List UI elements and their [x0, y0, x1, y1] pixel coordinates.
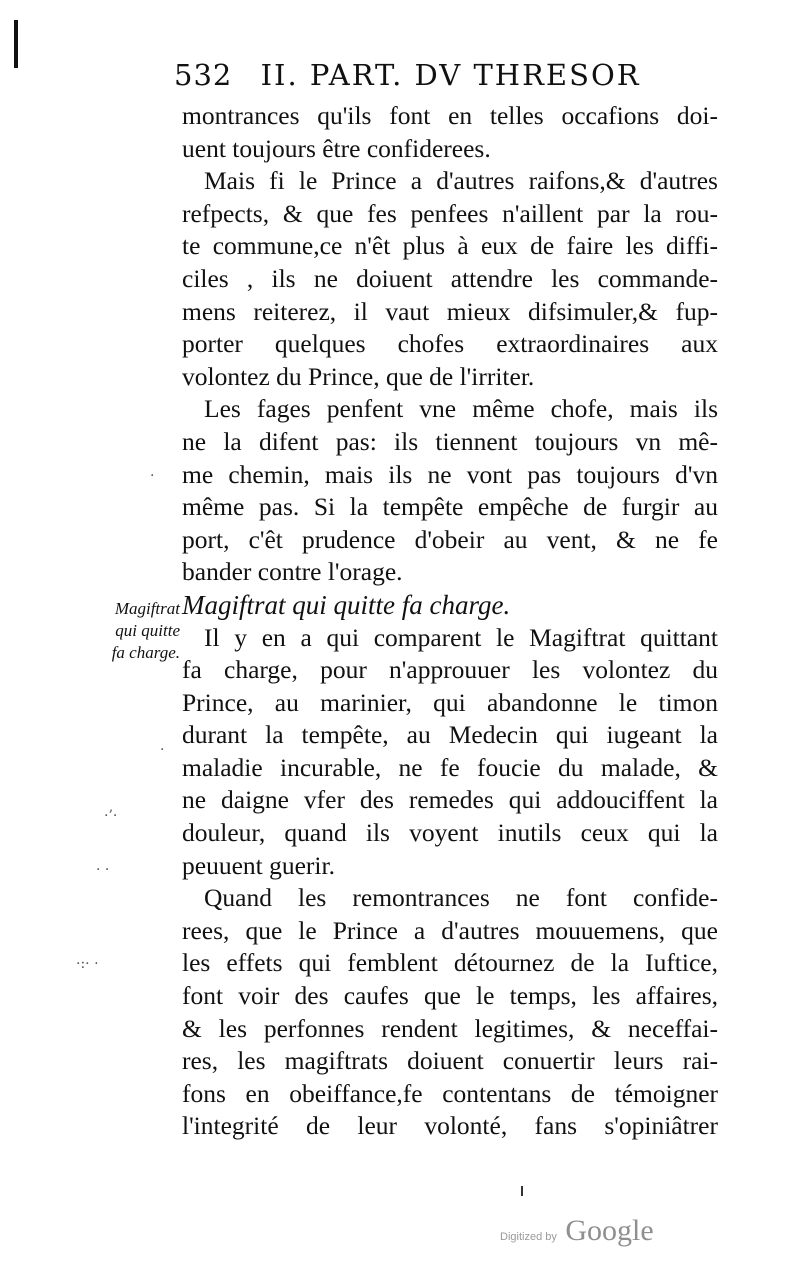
text-line: les effets qui femblent détournez de la Iuftice, — [182, 948, 718, 978]
marginal-note-line: fa charge. — [111, 643, 180, 662]
text-line: uent toujours être confiderees. — [182, 133, 491, 163]
running-title: II. PART. DV THRESOR — [260, 58, 641, 92]
text-line: peuuent guerir. — [182, 850, 335, 880]
text-line: refpects, & que fes penfees n'aillent par la rou- — [182, 198, 718, 228]
text-line: Prince, au marinier, qui abandonne le timon — [182, 687, 718, 717]
text-line: Mais fi le Prince a d'autres raifons,& d'autres — [204, 166, 718, 196]
text-line: montrances qu'ils font en telles occafions doi- — [182, 101, 718, 130]
google-logo: Google — [565, 1214, 654, 1247]
marginal-note — [84, 598, 180, 664]
text-line: ciles , ils ne doiuent attendre les commande- — [182, 263, 718, 293]
paragraph — [182, 100, 718, 165]
ink-speck — [521, 1186, 523, 1196]
paragraph — [182, 165, 718, 393]
text-line: douleur, quand ils voyent inutils ceux qui la — [182, 818, 718, 848]
text-line: ne la difent pas: ils tiennent toujours vn mê- — [182, 426, 718, 456]
digitized-label: Digitized by — [500, 1231, 557, 1243]
text-line: Il y en a qui comparent le Magiftrat quittant — [204, 622, 718, 652]
page-number: 532 — [174, 58, 233, 92]
text-line: fa charge, pour n'approuuer les volontez du — [182, 655, 718, 685]
section-heading: Magiftrat qui quitte fa charge. — [182, 589, 511, 620]
text-line: port, c'êt prudence d'obeir au vent, & ne fe — [182, 524, 718, 554]
text-line: maladie incurable, ne fe foucie du malade, & — [182, 752, 718, 782]
ink-speck: ·:· · — [76, 956, 99, 972]
text-line: l'integrité de leur volonté, fans s'opiniâtrer — [182, 1111, 718, 1141]
page-edge-mark — [14, 20, 18, 68]
text-line: me chemin, mais ils ne vont pas toujours d'vn — [182, 459, 718, 489]
text-line: font voir des caufes que le temps, les affaires, — [182, 981, 718, 1011]
text-line: ne daigne vfer des remedes qui addouciffent la — [182, 785, 718, 815]
text-line: res, les magiftrats doiuent conuertir leurs rai- — [182, 1046, 718, 1076]
ink-speck: · — [150, 468, 155, 484]
marginal-note-line: qui quitte — [115, 621, 180, 640]
ink-speck: · — [160, 742, 165, 758]
ink-speck: · · — [96, 862, 110, 878]
text-line: mens reiterez, il vaut mieux difsimuler,& fup- — [182, 296, 718, 326]
text-line: porter quelques chofes extraordinaires aux — [182, 329, 718, 359]
body-text — [182, 100, 718, 1143]
text-line: Quand les remontrances ne font confide- — [204, 883, 718, 913]
text-line: même pas. Si la tempête empêche de furgir au — [182, 492, 718, 522]
text-line: Les fages penfent vne même chofe, mais ils — [204, 394, 718, 424]
ink-speck: ·’· — [104, 808, 118, 824]
paragraph — [182, 393, 718, 589]
text-line: & les perfonnes rendent legitimes, & neceffai- — [182, 1013, 718, 1043]
text-line: fons en obeiffance,fe contentans de témoigner — [182, 1078, 718, 1108]
text-line: durant la tempête, au Medecin qui iugeant la — [182, 720, 718, 750]
paragraph — [182, 622, 718, 883]
text-line: volontez du Prince, que de l'irriter. — [182, 361, 535, 391]
paragraph — [182, 882, 718, 1143]
text-line: te commune,ce n'êt plus à eux de faire les diffi- — [182, 231, 718, 261]
running-header — [174, 58, 641, 92]
digitization-watermark — [500, 1214, 654, 1248]
text-line: bander contre l'orage. — [182, 557, 403, 587]
text-line: rees, que le Prince a d'autres mouuemens, que — [182, 915, 718, 945]
section-heading-wrap — [182, 589, 718, 622]
marginal-note-line: Magiftrat — [114, 599, 180, 618]
